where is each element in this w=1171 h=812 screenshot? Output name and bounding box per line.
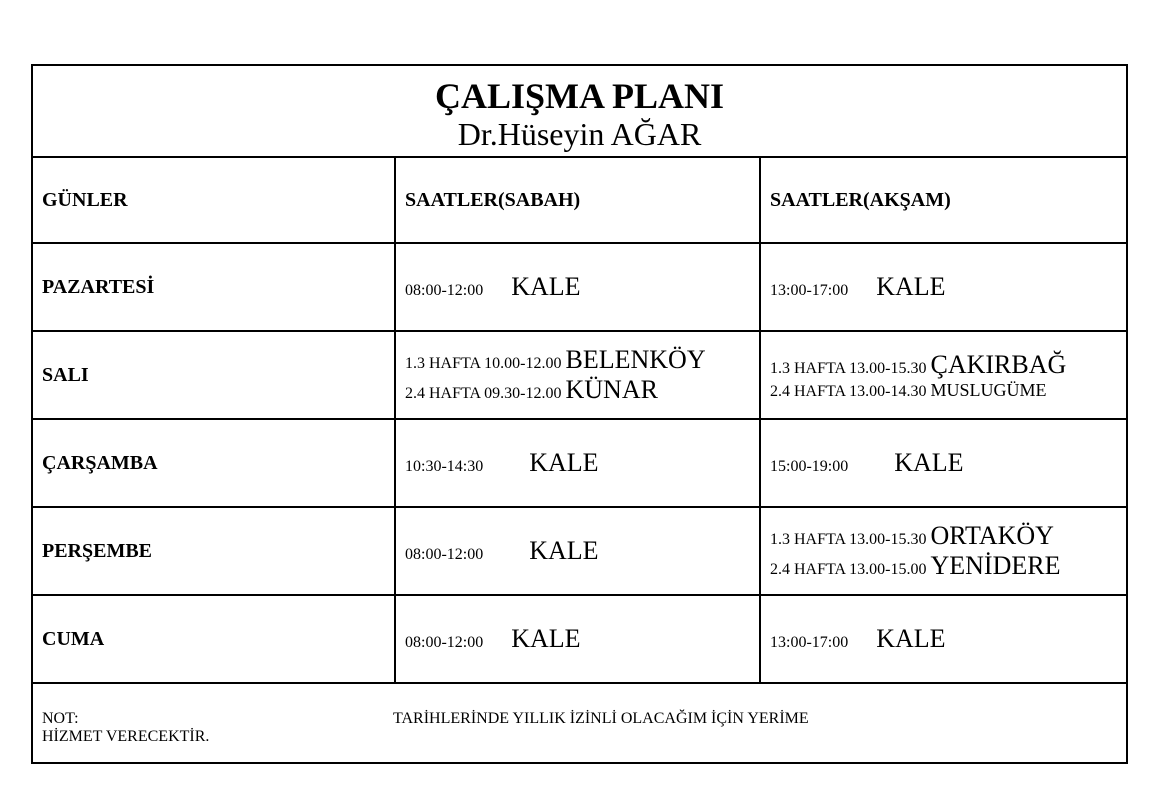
- place-label: ORTAKÖY: [930, 521, 1054, 550]
- thursday-evening: [761, 508, 1126, 596]
- time-label: 1.3 HAFTA 13.00-15.30: [770, 359, 927, 377]
- table-row: [405, 536, 759, 566]
- time-label: 10:30-14:30: [405, 458, 484, 475]
- wednesday-morning: [396, 420, 761, 508]
- time-label: 2.4 HAFTA 13.00-14.30: [770, 382, 927, 400]
- time-label: 08:00-12:00: [405, 634, 484, 651]
- wednesday-evening: [761, 420, 1126, 508]
- note-continuation: HİZMET VERECEKTİR.: [42, 728, 210, 745]
- table-row: [770, 380, 1126, 401]
- place-label: KALE: [876, 624, 946, 653]
- time-label: 13:00-17:00: [770, 282, 849, 299]
- schedule-table: [33, 158, 1126, 684]
- place-label: ÇAKIRBAĞ: [930, 349, 1067, 379]
- place-label: KALE: [894, 448, 964, 477]
- time-label: 08:00-12:00: [405, 282, 484, 299]
- time-label: 1.3 HAFTA 10.00-12.00: [405, 355, 562, 372]
- friday-morning: [396, 596, 761, 684]
- header-evening: SAATLER(AKŞAM): [761, 158, 1126, 244]
- tuesday-morning: [396, 332, 761, 420]
- time-label: 08:00-12:00: [405, 546, 484, 563]
- table-row: [405, 272, 759, 302]
- place-label: KALE: [876, 272, 946, 301]
- day-monday: PAZARTESİ: [33, 244, 396, 332]
- day-thursday: PERŞEMBE: [33, 508, 396, 596]
- table-row: [405, 624, 759, 654]
- place-label: YENİDERE: [930, 551, 1061, 580]
- doctor-name: Dr.Hüseyin AĞAR: [457, 116, 702, 152]
- header-days: GÜNLER: [33, 158, 396, 244]
- header-morning: SAATLER(SABAH): [396, 158, 761, 244]
- time-label: 13:00-17:00: [770, 634, 849, 651]
- table-row: [770, 448, 1126, 478]
- table-row: [770, 624, 1126, 654]
- table-row: [770, 350, 1126, 380]
- day-friday: CUMA: [33, 596, 396, 684]
- work-plan-sheet: [31, 64, 1128, 764]
- time-label: 2.4 HAFTA 13.00-15.00: [770, 561, 927, 578]
- place-label: BELENKÖY: [565, 345, 706, 374]
- friday-evening: [761, 596, 1126, 684]
- place-label: KALE: [511, 272, 581, 301]
- place-label: KALE: [529, 536, 599, 565]
- note-text: TARİHLERİNDE YILLIK İZİNLİ OLACAĞIM İÇİN YERİME: [393, 710, 809, 727]
- tuesday-evening: [761, 332, 1126, 420]
- day-wednesday: ÇARŞAMBA: [33, 420, 396, 508]
- note-section: [33, 684, 1126, 774]
- place-label: KÜNAR: [565, 375, 658, 404]
- day-tuesday: SALI: [33, 332, 396, 420]
- page-title: ÇALIŞMA PLANI: [434, 76, 725, 116]
- time-label: 2.4 HAFTA 09.30-12.00: [405, 385, 562, 402]
- table-row: [770, 521, 1126, 551]
- note-label: NOT:: [42, 710, 79, 727]
- table-row: [405, 375, 759, 405]
- time-label: 15:00-19:00: [770, 458, 849, 475]
- table-row: [405, 448, 759, 478]
- table-row: [770, 551, 1126, 581]
- place-label: MUSLUGÜME: [930, 379, 1047, 400]
- thursday-morning: [396, 508, 761, 596]
- place-label: KALE: [511, 624, 581, 653]
- time-label: 1.3 HAFTA 13.00-15.30: [770, 531, 927, 548]
- title-block: [33, 66, 1126, 158]
- table-row: [405, 345, 759, 375]
- place-label: KALE: [529, 448, 599, 477]
- monday-evening: [761, 244, 1126, 332]
- monday-morning: [396, 244, 761, 332]
- table-row: [770, 272, 1126, 302]
